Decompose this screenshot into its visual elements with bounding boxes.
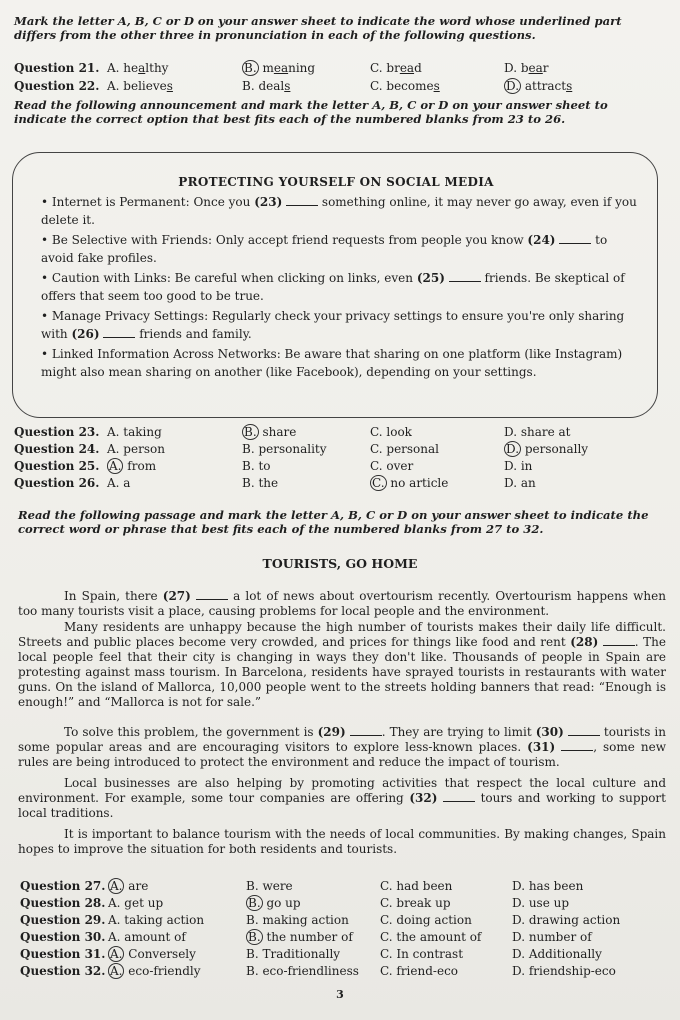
question-28 bbox=[20, 895, 670, 911]
option-d[interactable]: D. has been bbox=[512, 879, 584, 893]
option-b[interactable]: B. were bbox=[246, 879, 293, 893]
answer-circle: A. bbox=[109, 459, 122, 473]
announcement-bullet-3: • Caution with Links: Be careful when clicking on links, even (25) friends. Be skeptical of offers that seem too good to be true. bbox=[41, 271, 625, 303]
option-d[interactable]: D. share at bbox=[504, 425, 571, 439]
announcement-bullet-4: • Manage Privacy Settings: Regularly check your privacy settings to ensure you're only sharing with (26) friends and family. bbox=[41, 309, 625, 341]
question-29 bbox=[20, 912, 670, 928]
question-30 bbox=[20, 929, 670, 945]
passage-paragraph-5: It is important to balance tourism with the needs of local communities. By making changes, Spain hopes to improve the situation for both residents and tourists. bbox=[18, 827, 666, 856]
blank-30 bbox=[568, 725, 600, 736]
passage-paragraph-1: In Spain, there (27) a lot of news about overtourism recently. Overtourism happens when too many tourists visit a place, causing problems for local people and the environment. bbox=[18, 589, 666, 618]
announcement-instruction: Read the following announcement and mark the letter A, B, C or D on your answer sheet to indicate the correct option that best fits each of the numbered blanks from 23 to 26. bbox=[14, 98, 608, 126]
blank-26 bbox=[103, 327, 135, 338]
page-number: 3 bbox=[336, 988, 344, 1001]
question-31 bbox=[20, 946, 670, 962]
option-d[interactable]: D. in bbox=[504, 459, 533, 473]
passage-paragraph-2: Many residents are unhappy because the high number of tourists makes their daily life difficult. Streets and public places become very crowded, and prices for things like food and rent (28) . The local people feel that their city is changing in ways they don't like. Thousands of people in Spain are protesting against mass tourism. In Barcelona, residents have sprayed tourists in restaurants with water guns. On the island of Mallorca, 10,000 people went to the streets holding banners that read: “Enough is enough!” and “Mallorca is not for sale.” bbox=[18, 620, 666, 709]
option-c[interactable]: C. break up bbox=[380, 896, 451, 910]
blank-31 bbox=[561, 740, 593, 751]
blank-23 bbox=[286, 195, 318, 206]
option-d[interactable]: D. Additionally bbox=[512, 947, 602, 961]
option-c[interactable]: C. no article bbox=[372, 476, 449, 490]
question-26 bbox=[14, 475, 664, 491]
blank-24 bbox=[559, 233, 591, 244]
option-b[interactable]: B. the number of bbox=[248, 930, 353, 944]
question-label: Question 26. bbox=[14, 476, 100, 490]
answer-circle: B. bbox=[244, 425, 257, 439]
answer-circle: A. bbox=[110, 879, 123, 893]
question-label: Question 28. bbox=[20, 896, 106, 910]
option-b[interactable]: B. eco-friendliness bbox=[246, 964, 359, 978]
question-label: Question 25. bbox=[14, 459, 100, 473]
answer-circle: A. bbox=[110, 964, 123, 978]
option-c[interactable]: C. personal bbox=[370, 442, 440, 456]
question-32 bbox=[20, 963, 670, 979]
option-d[interactable]: D. bear bbox=[504, 61, 549, 75]
option-a[interactable]: A. healthy bbox=[107, 61, 169, 75]
blank-25 bbox=[449, 271, 481, 282]
option-a[interactable]: A. amount of bbox=[108, 930, 186, 944]
blank-29 bbox=[350, 725, 382, 736]
option-d[interactable]: D. drawing action bbox=[512, 913, 621, 927]
answer-circle: D. bbox=[506, 79, 520, 93]
question-label: Question 24. bbox=[14, 442, 100, 456]
option-c[interactable]: C. the amount of bbox=[380, 930, 482, 944]
option-c[interactable]: C. friend-eco bbox=[380, 964, 459, 978]
question-label: Question 27. bbox=[20, 879, 106, 893]
announcement-box bbox=[12, 152, 658, 418]
blank-32 bbox=[443, 791, 475, 802]
announcement-title: PROTECTING YOURSELF ON SOCIAL MEDIA bbox=[178, 175, 494, 189]
announcement-bullet-5: • Linked Information Across Networks: Be aware that sharing on one platform (like Instagram) might also mean sharing on another (like Facebook), depending on your settings. bbox=[41, 347, 623, 379]
option-b[interactable]: B. go up bbox=[248, 896, 301, 910]
answer-circle: C. bbox=[372, 476, 385, 490]
option-b[interactable]: B. deals bbox=[242, 79, 291, 93]
option-a[interactable]: A. get up bbox=[108, 896, 164, 910]
option-d[interactable]: D. number of bbox=[512, 930, 592, 944]
answer-circle: B. bbox=[248, 930, 261, 944]
answer-circle: B. bbox=[244, 61, 257, 75]
answer-circle: D. bbox=[506, 442, 520, 456]
option-a[interactable]: A. from bbox=[109, 459, 157, 473]
option-b[interactable]: B. personality bbox=[242, 442, 327, 456]
option-b[interactable]: B. meaning bbox=[244, 61, 316, 75]
option-d[interactable]: D. an bbox=[504, 476, 536, 490]
question-25 bbox=[14, 458, 664, 474]
option-c[interactable]: C. look bbox=[370, 425, 412, 439]
question-label: Question 22. bbox=[14, 79, 100, 93]
announcement-bullet-1: • Internet is Permanent: Once you (23) something online, it may never go away, even if you delete it. bbox=[41, 195, 637, 227]
option-a[interactable]: A. are bbox=[110, 879, 149, 893]
question-label: Question 32. bbox=[20, 964, 106, 978]
option-a[interactable]: A. person bbox=[107, 442, 165, 456]
question-label: Question 29. bbox=[20, 913, 106, 927]
option-c[interactable]: C. bread bbox=[370, 61, 422, 75]
blank-28 bbox=[603, 635, 635, 646]
passage-title: TOURISTS, GO HOME bbox=[262, 556, 418, 571]
question-21 bbox=[14, 60, 664, 76]
blank-27 bbox=[196, 589, 228, 600]
passage-paragraph-3: To solve this problem, the government is (29) . They are trying to limit (30) tourists in some popular areas and are encouraging visitors to explore less-known places. (31) , some new rules are being introduced to protect the environment and reduce the impact of tourism. bbox=[18, 725, 666, 769]
option-b[interactable]: B. the bbox=[242, 476, 279, 490]
question-22 bbox=[14, 78, 664, 94]
question-23 bbox=[14, 424, 664, 440]
option-a[interactable]: A. a bbox=[107, 476, 131, 490]
question-label: Question 30. bbox=[20, 930, 106, 944]
option-d[interactable]: D. personally bbox=[506, 442, 589, 456]
option-c[interactable]: C. becomes bbox=[370, 79, 440, 93]
question-label: Question 23. bbox=[14, 425, 100, 439]
pronunciation-instruction: Mark the letter A, B, C or D on your answer sheet to indicate the word whose underlined part differs from the other three in pronunciation in each of the following questions. bbox=[14, 14, 622, 42]
option-d[interactable]: D. friendship-eco bbox=[512, 964, 616, 978]
option-b[interactable]: B. share bbox=[244, 425, 297, 439]
question-24 bbox=[14, 441, 664, 457]
answer-circle: B. bbox=[248, 896, 261, 910]
announcement-bullet-2: • Be Selective with Friends: Only accept friend requests from people you know (24) to avoid fake profiles. bbox=[41, 233, 608, 265]
option-c[interactable]: C. had been bbox=[380, 879, 453, 893]
question-label: Question 31. bbox=[20, 947, 106, 961]
option-b[interactable]: B. to bbox=[242, 459, 271, 473]
option-a[interactable]: A. Conversely bbox=[110, 947, 196, 961]
question-label: Question 21. bbox=[14, 61, 100, 75]
option-b[interactable]: B. making action bbox=[246, 913, 349, 927]
option-a[interactable]: A. taking bbox=[107, 425, 162, 439]
option-c[interactable]: C. over bbox=[370, 459, 414, 473]
answer-circle: A. bbox=[110, 947, 123, 961]
option-b[interactable]: B. Traditionally bbox=[246, 947, 341, 961]
option-d[interactable]: D. use up bbox=[512, 896, 570, 910]
passage-paragraph-4: Local businesses are also helping by promoting activities that respect the local culture and environment. For example, some tour companies are offering (32) tours and working to support local traditions. bbox=[18, 776, 666, 820]
option-a[interactable]: A. taking action bbox=[108, 913, 205, 927]
option-d[interactable]: D. attracts bbox=[506, 79, 573, 93]
option-c[interactable]: C. In contrast bbox=[380, 947, 464, 961]
question-27 bbox=[20, 878, 670, 894]
passage-instruction: Read the following passage and mark the letter A, B, C or D on your answer sheet to indicate the correct word or phrase that best fits each of the numbered blanks from 27 to 32. bbox=[18, 508, 649, 536]
option-c[interactable]: C. doing action bbox=[380, 913, 472, 927]
option-a[interactable]: A. believes bbox=[107, 79, 173, 93]
option-a[interactable]: A. eco-friendly bbox=[110, 964, 201, 978]
